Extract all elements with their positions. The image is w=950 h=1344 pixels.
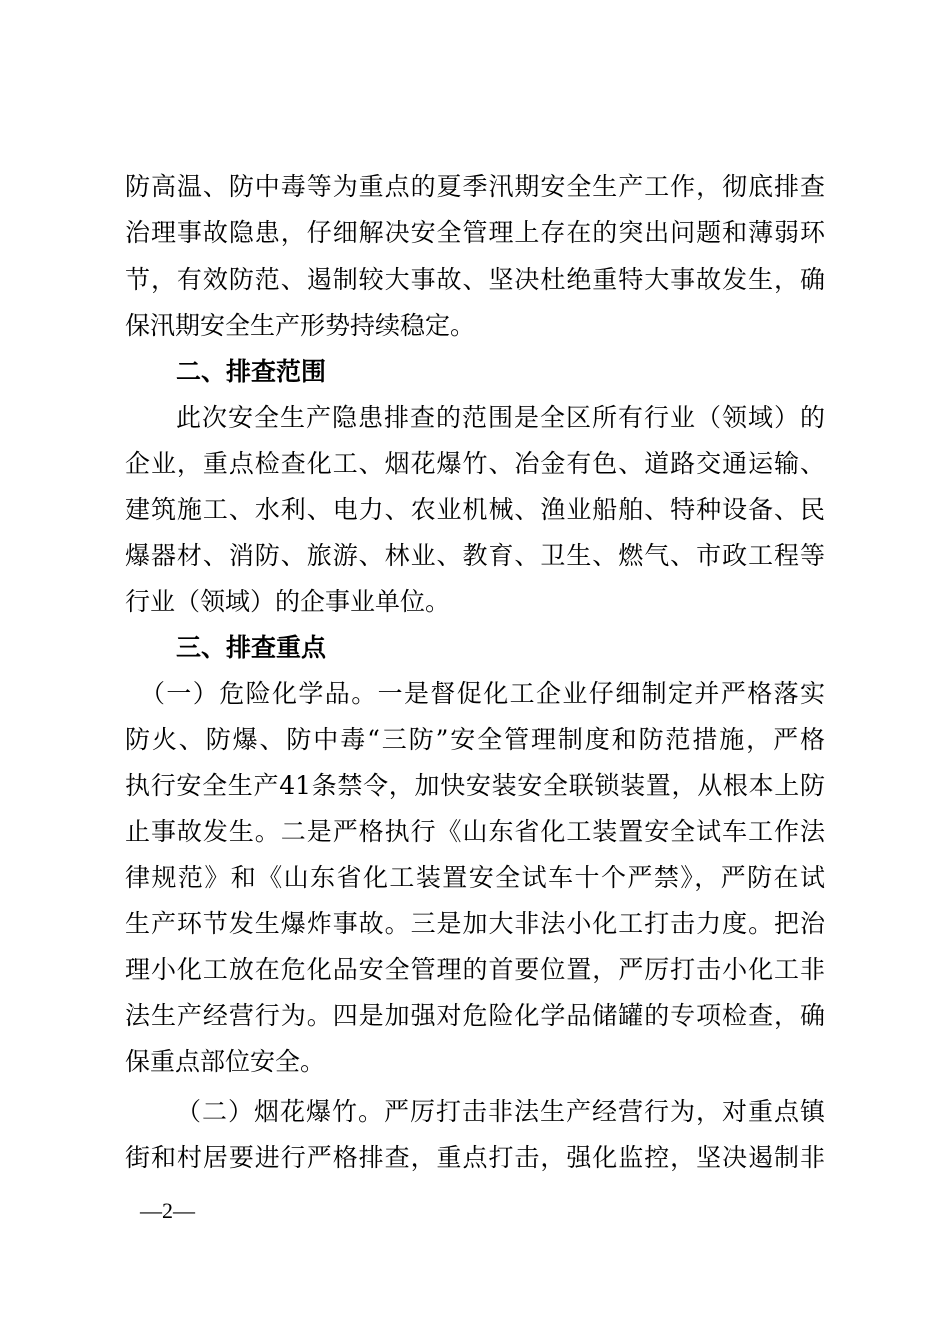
body-text-line: 理小化工放在危化品安全管理的首要位置，严厉打击小化工非 — [125, 955, 825, 984]
section-heading-scope: 二、排查范围 — [176, 357, 327, 386]
body-text-line: 法生产经营行为。四是加强对危险化学品储罐的专项检查，确 — [125, 1001, 825, 1030]
body-text-line: 节，有效防范、遏制较大事故、坚决杜绝重特大事故发生，确 — [125, 265, 825, 294]
body-text-line: 防高温、防中毒等为重点的夏季汛期安全生产工作，彻底排查 — [125, 172, 825, 201]
body-text-line: 生产环节发生爆炸事故。三是加大非法小化工打击力度。把治 — [125, 909, 825, 938]
body-text-line: 治理事故隐患，仔细解决安全管理上存在的突出问题和薄弱环 — [125, 218, 825, 247]
body-text-line: 此次安全生产隐患排查的范围是全区所有行业（领域）的 — [176, 403, 825, 432]
body-text-line: 防火、防爆、防中毒“三防”安全管理制度和防范措施，严格 — [125, 725, 825, 754]
body-text-line: （一）危险化学品。一是督促化工企业仔细制定并严格落实 — [140, 679, 825, 708]
body-text-line: 保重点部位安全。 — [125, 1047, 326, 1076]
body-text-line: 保汛期安全生产形势持续稳定。 — [125, 311, 476, 340]
section-heading-focus: 三、排查重点 — [176, 633, 327, 662]
body-text-line: （二）烟花爆竹。严厉打击非法生产经营行为，对重点镇 — [176, 1097, 825, 1126]
body-text-line: 止事故发生。二是严格执行《山东省化工装置安全试车工作法 — [125, 817, 825, 846]
body-text-line: 企业，重点检查化工、烟花爆竹、冶金有色、道路交通运输、 — [125, 449, 825, 478]
body-text-line: 执行安全生产41条禁令，加快安装安全联锁装置，从根本上防 — [125, 771, 825, 800]
page-number: —2— — [140, 1198, 195, 1223]
body-text-line: 街和村居要进行严格排查，重点打击，强化监控，坚决遏制非 — [125, 1143, 825, 1172]
body-text-line: 建筑施工、水利、电力、农业机械、渔业船舶、特种设备、民 — [125, 495, 825, 524]
body-text-line: 律规范》和《山东省化工装置安全试车十个严禁》，严防在试 — [125, 863, 825, 892]
body-text-line: 爆器材、消防、旅游、林业、教育、卫生、燃气、市政工程等 — [125, 541, 825, 570]
body-text-line: 行业（领域）的企事业单位。 — [125, 587, 451, 616]
